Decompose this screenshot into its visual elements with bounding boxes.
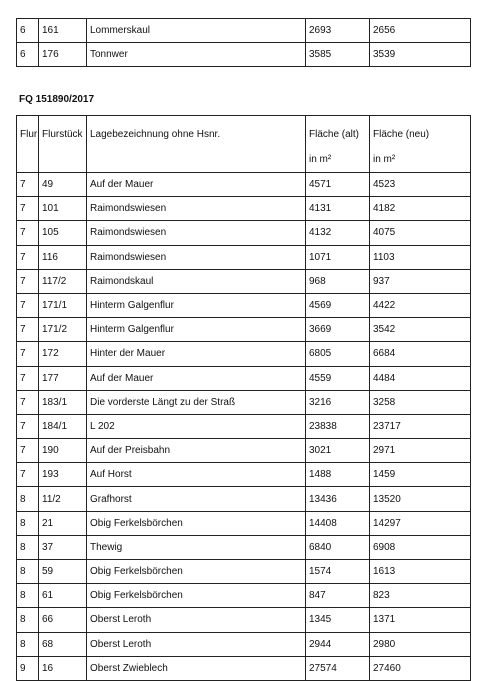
cell-flur: 6	[17, 19, 39, 43]
cell-area-new: 1371	[370, 608, 471, 632]
cell-flur: 7	[17, 197, 39, 221]
cell-flurstueck: 184/1	[39, 414, 87, 438]
cell-lage: Oberst Zwieblech	[87, 656, 306, 680]
table-row	[17, 173, 471, 197]
section-title: FQ 151890/2017	[19, 94, 95, 105]
cell-area-new: 1613	[370, 560, 471, 584]
table-row	[17, 43, 471, 67]
cell-flur: 7	[17, 439, 39, 463]
table-row	[17, 197, 471, 221]
header-area-new-unit: in m²	[373, 154, 396, 165]
cell-flur: 7	[17, 414, 39, 438]
table-row	[17, 584, 471, 608]
cell-lage: Obig Ferkelsbörchen	[87, 560, 306, 584]
cell-area-old: 968	[306, 269, 370, 293]
cell-area-new: 14297	[370, 511, 471, 535]
cell-area-old: 1574	[306, 560, 370, 584]
cell-area-new: 23717	[370, 414, 471, 438]
cell-lage: Auf der Mauer	[87, 173, 306, 197]
cell-flurstueck: 171/2	[39, 318, 87, 342]
cell-flurstueck: 193	[39, 463, 87, 487]
cell-flurstueck: 190	[39, 439, 87, 463]
table-row	[17, 535, 471, 559]
cell-flurstueck: 177	[39, 366, 87, 390]
table-row	[17, 293, 471, 317]
cell-area-new: 2656	[370, 19, 471, 43]
cell-flurstueck: 105	[39, 221, 87, 245]
cell-flurstueck: 11/2	[39, 487, 87, 511]
cell-area-old: 1345	[306, 608, 370, 632]
cell-area-new: 1103	[370, 245, 471, 269]
cell-area-new: 823	[370, 584, 471, 608]
cell-flur: 8	[17, 632, 39, 656]
cell-lage: Hinterm Galgenflur	[87, 318, 306, 342]
cell-area-old: 2693	[306, 19, 370, 43]
table-row	[17, 414, 471, 438]
cell-flur: 7	[17, 173, 39, 197]
cell-area-old: 4571	[306, 173, 370, 197]
cell-flurstueck: 183/1	[39, 390, 87, 414]
cell-flurstueck: 116	[39, 245, 87, 269]
cell-flurstueck: 37	[39, 535, 87, 559]
cell-area-old: 2944	[306, 632, 370, 656]
cell-area-new: 4075	[370, 221, 471, 245]
cell-lage: Auf der Mauer	[87, 366, 306, 390]
cell-flurstueck: 59	[39, 560, 87, 584]
parcel-table-body	[17, 173, 471, 681]
cell-flur: 7	[17, 245, 39, 269]
cell-flur: 9	[17, 656, 39, 680]
cell-area-old: 3216	[306, 390, 370, 414]
cell-area-new: 4182	[370, 197, 471, 221]
table-row	[17, 439, 471, 463]
cell-flurstueck: 101	[39, 197, 87, 221]
cell-lage: Hinterm Galgenflur	[87, 293, 306, 317]
cell-flur: 7	[17, 221, 39, 245]
table-row	[17, 342, 471, 366]
cell-area-new: 6684	[370, 342, 471, 366]
cell-area-old: 4559	[306, 366, 370, 390]
header-area-old-line1: Fläche (alt)	[309, 129, 360, 140]
cell-flur: 8	[17, 511, 39, 535]
cell-lage: L 202	[87, 414, 306, 438]
cell-lage: Auf der Preisbahn	[87, 439, 306, 463]
header-area-new-line1: Fläche (neu)	[373, 129, 430, 140]
previous-parcel-table-body	[17, 19, 471, 67]
cell-lage: Die vorderste Längt zu der Straß	[87, 390, 306, 414]
table-row	[17, 487, 471, 511]
cell-flurstueck: 21	[39, 511, 87, 535]
table-row	[17, 656, 471, 680]
cell-flurstueck: 49	[39, 173, 87, 197]
cell-flurstueck: 172	[39, 342, 87, 366]
cell-area-old: 23838	[306, 414, 370, 438]
cell-lage: Raimondswiesen	[87, 245, 306, 269]
cell-flurstueck: 68	[39, 632, 87, 656]
cell-flurstueck: 117/2	[39, 269, 87, 293]
cell-flurstueck: 171/1	[39, 293, 87, 317]
cell-lage: Obig Ferkelsbörchen	[87, 511, 306, 535]
cell-lage: Raimondswiesen	[87, 221, 306, 245]
cell-area-new: 4523	[370, 173, 471, 197]
cell-area-new: 6908	[370, 535, 471, 559]
header-flurstueck: Flurstück	[39, 116, 87, 173]
table-row	[17, 632, 471, 656]
cell-flur: 7	[17, 293, 39, 317]
cell-flur: 7	[17, 342, 39, 366]
cell-lage: Obig Ferkelsbörchen	[87, 584, 306, 608]
cell-flur: 8	[17, 535, 39, 559]
table-header-row	[17, 116, 471, 173]
cell-lage: Grafhorst	[87, 487, 306, 511]
cell-area-new: 4422	[370, 293, 471, 317]
cell-area-new: 3542	[370, 318, 471, 342]
cell-area-new: 27460	[370, 656, 471, 680]
cell-flurstueck: 176	[39, 43, 87, 67]
cell-lage: Oberst Leroth	[87, 632, 306, 656]
table-row	[17, 221, 471, 245]
cell-lage: Hinter der Mauer	[87, 342, 306, 366]
header-area-old	[306, 116, 370, 173]
cell-flur: 8	[17, 560, 39, 584]
cell-area-old: 1071	[306, 245, 370, 269]
table-row	[17, 19, 471, 43]
cell-area-new: 2980	[370, 632, 471, 656]
cell-area-old: 4131	[306, 197, 370, 221]
cell-area-new: 1459	[370, 463, 471, 487]
cell-area-old: 1488	[306, 463, 370, 487]
table-row	[17, 318, 471, 342]
cell-lage: Auf Horst	[87, 463, 306, 487]
cell-flurstueck: 61	[39, 584, 87, 608]
cell-area-new: 13520	[370, 487, 471, 511]
table-row	[17, 511, 471, 535]
cell-area-old: 6840	[306, 535, 370, 559]
cell-flur: 8	[17, 608, 39, 632]
cell-area-old: 14408	[306, 511, 370, 535]
cell-area-old: 4569	[306, 293, 370, 317]
cell-flur: 6	[17, 43, 39, 67]
previous-parcel-table	[16, 18, 471, 67]
cell-area-old: 13436	[306, 487, 370, 511]
table-row	[17, 245, 471, 269]
cell-flur: 7	[17, 318, 39, 342]
header-area-old-unit: in m²	[309, 154, 332, 165]
cell-lage: Tonnwer	[87, 43, 306, 67]
cell-area-old: 6805	[306, 342, 370, 366]
cell-area-new: 3258	[370, 390, 471, 414]
cell-flur: 8	[17, 487, 39, 511]
cell-flur: 7	[17, 269, 39, 293]
table-row	[17, 366, 471, 390]
header-flur: Flur	[17, 116, 39, 173]
table-row	[17, 390, 471, 414]
cell-lage: Lommerskaul	[87, 19, 306, 43]
cell-area-new: 2971	[370, 439, 471, 463]
parcel-table	[16, 115, 471, 681]
cell-lage: Thewig	[87, 535, 306, 559]
header-area-new	[370, 116, 471, 173]
cell-area-new: 937	[370, 269, 471, 293]
cell-flur: 7	[17, 366, 39, 390]
cell-area-old: 27574	[306, 656, 370, 680]
cell-area-old: 3585	[306, 43, 370, 67]
cell-area-new: 4484	[370, 366, 471, 390]
table-row	[17, 269, 471, 293]
table-row	[17, 608, 471, 632]
cell-area-old: 3669	[306, 318, 370, 342]
cell-area-old: 4132	[306, 221, 370, 245]
cell-lage: Oberst Leroth	[87, 608, 306, 632]
cell-lage: Raimondswiesen	[87, 197, 306, 221]
cell-flur: 7	[17, 463, 39, 487]
cell-flur: 8	[17, 584, 39, 608]
cell-flurstueck: 16	[39, 656, 87, 680]
cell-flurstueck: 66	[39, 608, 87, 632]
cell-area-old: 847	[306, 584, 370, 608]
cell-flurstueck: 161	[39, 19, 87, 43]
header-lage: Lagebezeichnung ohne Hsnr.	[87, 116, 306, 173]
cell-lage: Raimondskaul	[87, 269, 306, 293]
table-row	[17, 463, 471, 487]
cell-flur: 7	[17, 390, 39, 414]
cell-area-new: 3539	[370, 43, 471, 67]
cell-area-old: 3021	[306, 439, 370, 463]
table-row	[17, 560, 471, 584]
